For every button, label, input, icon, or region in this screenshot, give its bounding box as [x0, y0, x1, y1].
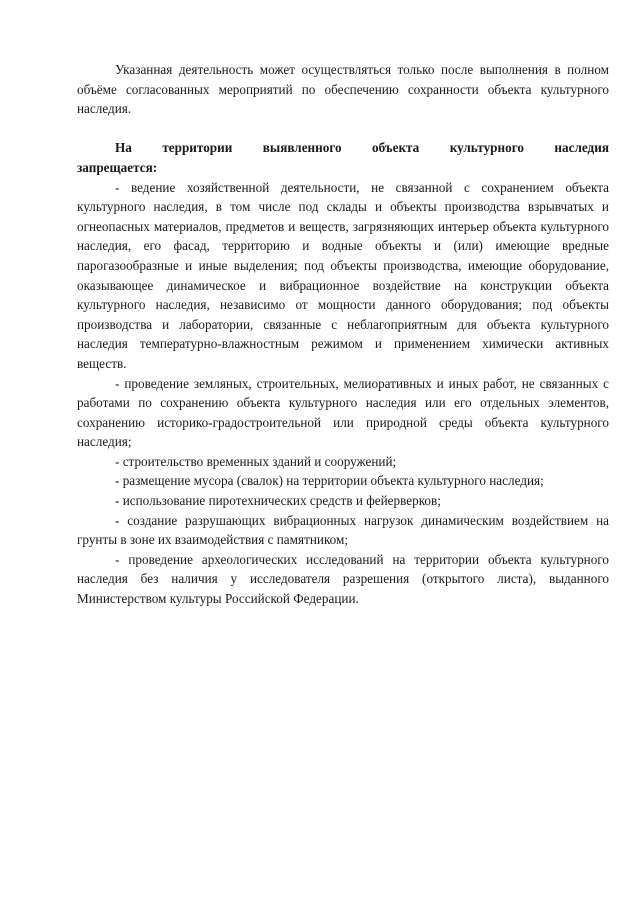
prohibition-item: - строительство временных зданий и сооружений; [115, 453, 397, 469]
document-page [77, 60, 609, 609]
heading-word: выявленного [262, 140, 342, 156]
heading-word: культурного [449, 140, 524, 156]
heading-word: наследия [554, 140, 609, 156]
prohibition-item: - создание разрушающих вибрационных нагрузок динамическим воздействием на грунты в зоне их взаимодействия с памятником; [77, 512, 609, 548]
heading-word: На [115, 140, 132, 156]
section-heading [77, 138, 609, 158]
heading-word: территории [162, 140, 233, 156]
heading-word: объекта [372, 140, 420, 156]
prohibition-item: - проведение археологических исследований на территории объекта культурного наследия без наличия у исследователя разрешения (открытого листа), выданного Министерством культуры Российской Федерации. [77, 551, 609, 607]
prohibition-item: - проведение земляных, строительных, мелиоративных и иных работ, не связанных с работами по сохранению объекта культурного наследия или его отдельных элементов, сохранению историко-градостроительной или природной среды объекта культурного наследия; [77, 375, 609, 450]
prohibition-item: - использование пиротехнических средств и фейерверков; [115, 493, 441, 509]
intro-paragraph: Указанная деятельность может осуществляться только после выполнения в полном объёме согласованных мероприятий по обеспечению сохранности объекта культурного наследия. [77, 62, 609, 117]
prohibition-item: - размещение мусора (свалок) на территории объекта культурного наследия; [115, 473, 544, 489]
prohibition-item: - ведение хозяйственной деятельности, не связанной с сохранением объекта культурного наследия, в том числе под склады и объекты производства взрывчатых и огнеопасных материалов, предметов и веществ, загрязняющих интерьер объекта культурного наследия, его фасад, территорию и водные объекты и (или) имеющие вредные парогазообразные и иные выделения; под объекты производства, имеющие оборудование, оказывающее динамическое и вибрационное воздействие на конструкции объекта культурного наследия, независимо от мощности данного оборудования; под объекты производства и лаборатории, связанные с неблагоприятным для объекта культурного наследия температурно-влажностным режимом и применением химически активных веществ. [77, 179, 609, 371]
section-heading-tail: запрещается: [77, 159, 158, 175]
paragraph-gap [77, 119, 609, 139]
